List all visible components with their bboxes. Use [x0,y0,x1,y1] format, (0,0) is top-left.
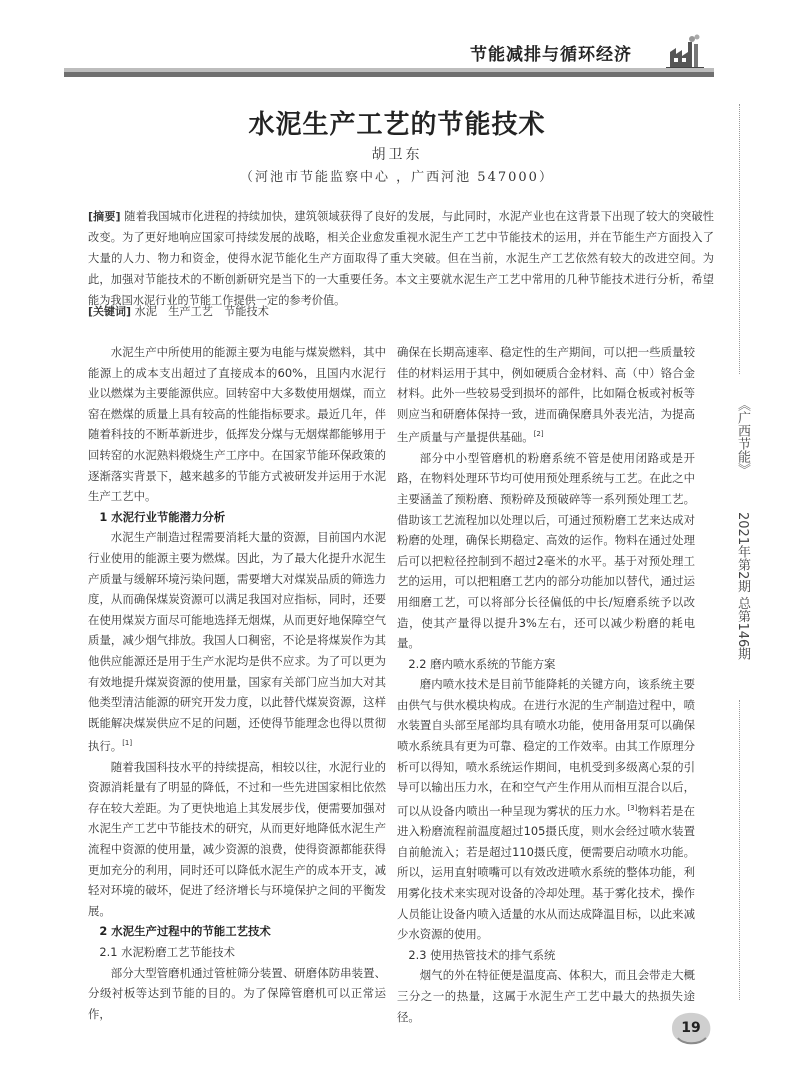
keywords [88,303,714,319]
subsection-heading-2-3: 2.3 使用热管技术的排气系统 [408,947,556,962]
body-column-left [88,342,386,1024]
abstract-tag: [摘要] [88,210,121,223]
factory-chimney-icon [662,34,708,70]
article-author: 胡卫东 [371,147,423,163]
keywords-tag: [关键词] [88,305,132,318]
subsection-heading-2-1: 2.1 水泥粉磨工艺节能技术 [99,945,236,960]
reference-mark: [2] [533,430,544,439]
keywords-text: 水泥 生产工艺 节能技术 [134,305,269,318]
paragraph: 随着我国科技水平的持续提高，相较以往，水泥行业的资源消耗量有了明显的降低，不过和一些先进国家相比依然存在较大差距。为了更快地追上其发展步伐，便需要加强对水泥生产工艺中节能技术的研究，从而更好地降低水泥生产流程中资源的使用量，减少资源的浪费，使得资源都能获得更加充分的利用，同时还可以降低水泥生产的成本开支，减轻对环境的破坏，促进了经济增长与环境保护之间的平衡发展。 [88,759,386,918]
header-divider [64,68,714,77]
paragraph: 确保在长期高速率、稳定性的生产期间，可以把一些质量较佳的材料运用于其中，例如硬质合金材料、高（中）铬合金材料。此外一些较易受到损坏的部件，比如隔仓板或衬板等则应当和研磨体保持一致，进而确保磨具外表光洁，为提高生产质量与产量提供基础。[2] [397,345,695,445]
reference-mark: [1] [122,739,133,748]
paragraph: 水泥生产制造过程需要消耗大量的资源，目前国内水泥行业使用的能源主要为燃煤。因此，为了最大化提升水泥生产质量与缓解环境污染问题，需要增大对煤炭品质的筛选力度，从而确保煤炭资源可以满足我国对应指标，同时，还要在使用煤炭方面尽可能地选择无烟煤，从而更好地保障空气质量，减少烟气排放。我国人口稠密，不论是将煤炭作为其他供应能源还是用于生产水泥均是供不应求。为了可以更为有效地提升煤炭资源的使用量，国家有关部门应当加大对其他类型清洁能源的研究开发力度，以此替代煤炭资源，这样既能解决煤炭供应不足的问题，还使得节能理念也得以贯彻执行。[1] [88,530,386,754]
paragraph: 部分大型管磨机通过管桩筛分装置、研磨体防串装置、分级衬板等达到节能的目的。为了保障管磨机可以正常运作， [88,965,386,1021]
page-number: 19 [681,1020,701,1036]
abstract-text: 随着我国城市化进程的持续加快，建筑领域获得了良好的发展，与此同时，水泥产业也在这背景下出现了较大的突破性改变。为了更好地响应国家可持续发展的战略，相关企业愈发重视水泥生产工艺中节能技术的运用，并在节能生产方面投入了大量的人力、物力和资金，使得水泥节能化生产方面取得了重大突破。但在当前，水泥生产工艺依然有较大的改进空间。为此，加强对节能技术的不断创新研究是当下的一大重要任务。本文主要就水泥生产工艺中常用的几种节能技术进行分析，希望能为我国水泥行业的节能工作提供一定的参考价值。 [88,210,714,307]
article-affiliation: （河池市节能监察中心 ，广西河池 547000） [240,170,554,185]
section-heading-1: 1 水泥行业节能潜力分析 [99,509,226,524]
paragraph: 水泥生产中所使用的能源主要为电能与煤炭燃料，其中能源上的成本支出超过了直接成本的60%，且国内水泥行业以燃煤为主要能源供应。回转窑中大多数使用烟煤，而立窑在燃煤的质量上具有较高的性能指标要求。最近几年，伴随着科技的不断革新进步，低挥发分煤与无烟煤都能够用于回转窑的水泥熟料煅烧生产工序中。在国家节能环保政策的逐渐落实背景下，越来越多的节能方式被研发并运用于水泥生产工艺中。 [88,345,386,504]
subsection-heading-2-2: 2.2 磨内喷水系统的节能方案 [408,656,556,671]
reference-mark: [3] [627,803,638,812]
section-title: 节能减排与循环经济 [470,45,632,65]
paragraph: 磨内喷水技术是目前节能降耗的关键方向，该系统主要由供气与供水模块构成。在进行水泥的生产制造过程中，喷水装置自头部至尾部均具有喷水功能，使用备用泵可以确保喷水系统具有更为可靠、稳定的工作效率。由其工作原理分析可以得知，喷水系统运作期间，电机受到多级离心泵的引导可以输出压力水，在和空气产生作用从而相互混合以后，可以从设备内喷出一种呈现为雾状的压力水。[3]物料若是在进入粉磨流程前温度超过105摄氏度，则水会经过喷水装置自前舱流入；若是超过110摄氏度，便需要启动喷水功能。所以，运用直射喷嘴可以有效改进喷水系统的整体功能，利用雾化技术来实现对设备的冷却处理。基于雾化技术，操作人员能让设备内喷入适量的水从而达成降温目标，以此来减少水资源的使用。 [397,677,695,942]
side-journal-name: 《广西节能》 [735,398,750,476]
article-title: 水泥生产工艺的节能技术 [248,110,546,140]
paragraph: 烟气的外在特征便是温度高、体积大，而且会带走大概三分之一的热量，这属于水泥生产工艺中最大的热损失途径。 [397,968,695,1024]
body-column-right [397,342,695,1027]
section-heading-2: 2 水泥生产过程中的节能工艺技术 [99,924,271,939]
side-issue-info: 2021年第2期 总第146期 [735,512,750,661]
abstract [88,206,714,311]
paragraph: 部分中小型管磨机的粉磨系统不管是使用闭路或是开路，在物料处理环节均可使用预处理系统与工艺。在此之中主要涵盖了预粉磨、预粉碎及预破碎等一系列预处理工艺。借助该工艺流程加以处理以后，可通过预粉磨工艺来达成对粉磨的处理，确保长期稳定、高效的运作。物料在通过处理后可以把粒径控制到不超过2毫米的水平。基于对预处理工艺的运用，可以把粗磨工艺内的部分功能加以替代，通过运用细磨工艺，可以将部分长径偏低的中长/短磨系统予以改造，使其产量得以提升3%左右，还可以减少粉磨的耗电量。 [397,450,695,651]
side-dotted-line-bottom [739,700,740,1000]
